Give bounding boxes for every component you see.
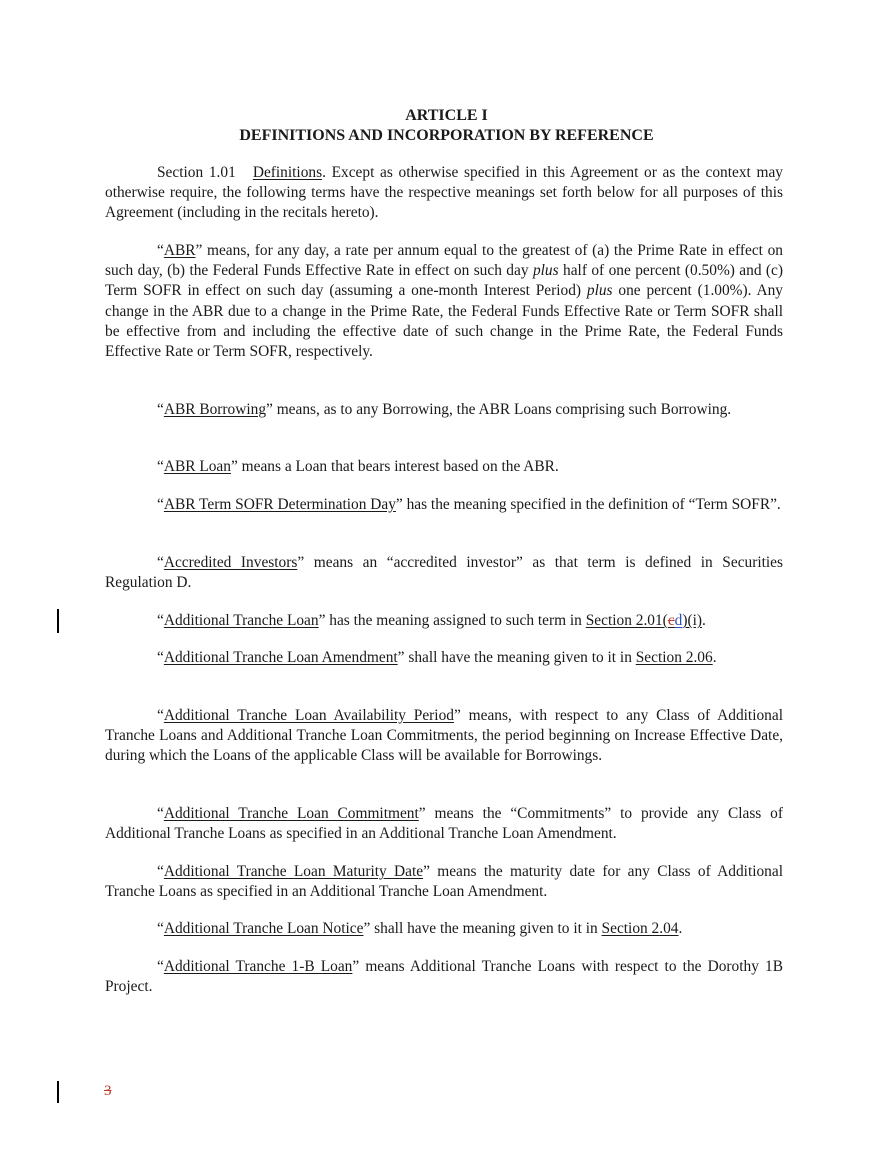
definition-additional-tranche-loan-commitment: “Additional Tranche Loan Commitment” means the “Commitments” to provide any Class of Additional Tranche Loans as specified in an Additional Tranche Loan Amendment.: [105, 805, 783, 843]
article-title: DEFINITIONS AND INCORPORATION BY REFERENCE: [239, 127, 654, 144]
definition-term: Additional Tranche Loan Maturity Date: [163, 863, 424, 880]
definition-term: Additional Tranche 1-B Loan: [163, 958, 353, 975]
definition-term: Additional Tranche Loan: [163, 612, 319, 629]
definition-abr: “ABR” means, for any day, a rate per annum equal to the greatest of (a) the Prime Rate in effect on such day, (b) the Federal Funds Effective Rate in effect on such day plus half of one percent (0.50%) and (c) Term SOFR in effect on such day (assuming a one-month Interest Period) plus one percent (1.00%). Any change in the ABR due to a change in the Prime Rate, the Federal Funds Effective Rate or Term SOFR shall be effective from and including the effective date of such change in the Prime Rate, the Federal Funds Effective Rate or Term SOFR, respectively.: [105, 242, 784, 361]
section-number: Section 1.01: [157, 164, 236, 181]
definition-term: Accredited Investors: [163, 554, 298, 571]
definition-additional-tranche-loan-amendment: “Additional Tranche Loan Amendment” shall have the meaning given to it in Section 2.06.: [157, 649, 717, 666]
definition-term: Additional Tranche Loan Amendment: [163, 649, 398, 666]
definition-term: Additional Tranche Loan Availability Period: [163, 707, 454, 724]
definition-additional-tranche-loan-maturity-date: “Additional Tranche Loan Maturity Date” means the maturity date for any Class of Additional Tranche Loans as specified in an Additional Tranche Loan Amendment.: [105, 863, 783, 901]
definition-additional-tranche-loan: “Additional Tranche Loan” has the meaning assigned to such term in Section 2.01(cd)(i).: [157, 612, 706, 629]
definition-accredited-investors: “Accredited Investors” means an “accredited investor” as that term is defined in Securities Regulation D.: [105, 554, 784, 592]
definition-term: ABR Loan: [163, 458, 231, 475]
article-heading: ARTICLE I: [405, 107, 488, 124]
definition-abr-term-sofr-determination-day: “ABR Term SOFR Determination Day” has the meaning specified in the definition of “Term SOFR”.: [157, 496, 781, 513]
definition-term: Additional Tranche Loan Notice: [163, 920, 364, 937]
page-number: 3: [104, 1083, 112, 1099]
section-text: . Except as otherwise specified in this Agreement or as the context may otherwise require, the following terms have the respective meanings set forth below for all purposes of this Agreement (including in the recitals hereto).: [105, 164, 783, 222]
revision-change-bar: [57, 609, 59, 633]
definition-additional-tranche-1b-loan: “Additional Tranche 1-B Loan” means Additional Tranche Loans with respect to the Dorothy 1B Project.: [105, 958, 783, 996]
revision-change-bar: [57, 1081, 59, 1103]
definition-abr-loan: “ABR Loan” means a Loan that bears interest based on the ABR.: [157, 458, 559, 475]
definition-additional-tranche-loan-availability-period: “Additional Tranche Loan Availability Period” means, with respect to any Class of Additional Tranche Loans and Additional Tranche Loan Commitments, the period beginning on Increase Effective Date, during which the Loans of the applicable Class will be available for Borrowings.: [105, 707, 783, 765]
section-reference-link[interactable]: Section 2.01(cd)(i): [585, 612, 703, 629]
definition-abr-borrowing: “ABR Borrowing” means, as to any Borrowing, the ABR Loans comprising such Borrowing.: [157, 401, 732, 418]
definition-additional-tranche-loan-notice: “Additional Tranche Loan Notice” shall have the meaning given to it in Section 2.04.: [157, 920, 683, 937]
section-name: Definitions: [252, 164, 323, 181]
tracked-deletion: c: [667, 612, 675, 629]
section-reference-link[interactable]: Section 2.04: [601, 920, 679, 937]
definition-term: ABR: [163, 242, 196, 259]
definition-term: ABR Term SOFR Determination Day: [163, 496, 396, 513]
tracked-insertion: d: [674, 612, 683, 629]
section-reference-link[interactable]: Section 2.06: [635, 649, 713, 666]
definition-term: ABR Borrowing: [163, 401, 267, 418]
section-paragraph: [105, 163, 783, 224]
definition-term: Additional Tranche Loan Commitment: [163, 805, 419, 822]
